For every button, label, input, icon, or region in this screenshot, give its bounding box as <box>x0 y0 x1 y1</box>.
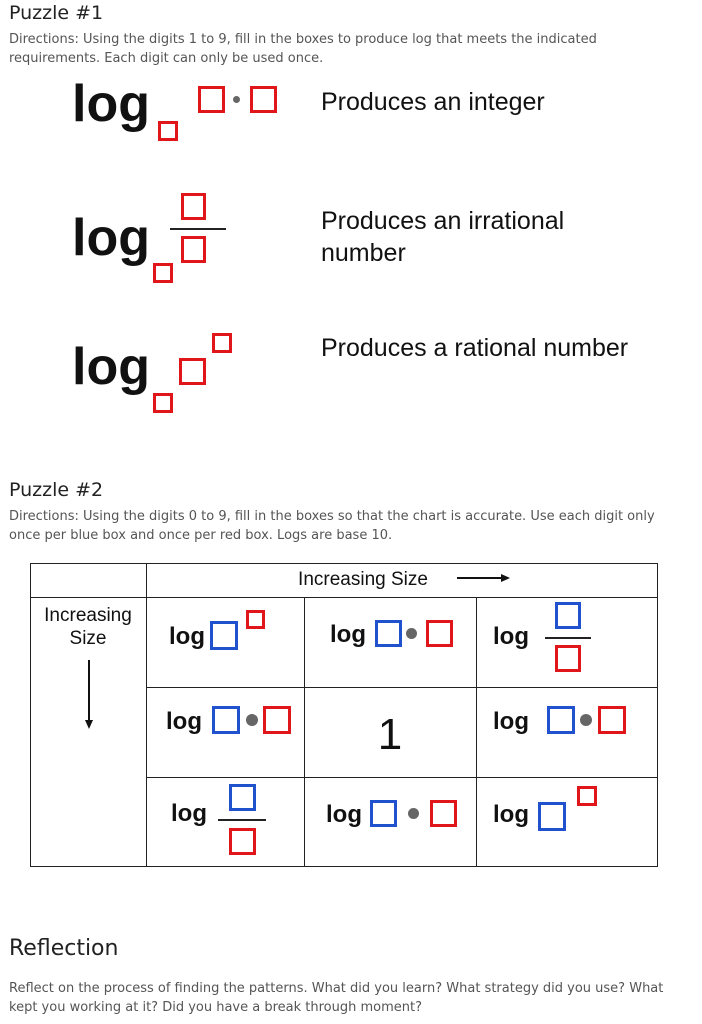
right-arrow-icon <box>457 572 511 584</box>
log-label: log <box>171 800 207 827</box>
blue-factor-box[interactable] <box>547 706 575 734</box>
center-value: 1 <box>377 710 403 759</box>
factor-box-left[interactable] <box>198 86 225 113</box>
requirement-irrational: Produces an irrational number <box>321 207 565 267</box>
puzzle2-directions: Directions: Using the digits 0 to 9, fill in the boxes so that the chart is accurate. Use each digit only once per blue box and once per red box. Logs are base 10. <box>9 509 655 543</box>
red-denominator-box[interactable] <box>229 828 256 855</box>
red-factor-box[interactable] <box>263 706 291 734</box>
down-arrow-icon <box>83 660 95 730</box>
log-label: log <box>166 708 202 735</box>
grid-line <box>146 563 147 867</box>
column-header: Increasing Size <box>298 569 428 590</box>
puzzle1-directions: Directions: Using the digits 1 to 9, fill in the boxes to produce log that meets the indicated requirements. Each digit can only be used once. <box>9 32 597 66</box>
red-exponent-box[interactable] <box>246 610 265 629</box>
log-label: log <box>72 75 150 133</box>
grid-line <box>30 866 658 867</box>
red-denominator-box[interactable] <box>555 645 581 672</box>
grid-line <box>146 687 658 688</box>
multiply-dot-icon <box>580 714 592 726</box>
grid-line <box>657 563 658 867</box>
row-header: Increasing Size <box>44 605 132 649</box>
base-box[interactable] <box>153 393 173 413</box>
multiply-dot-icon <box>246 714 258 726</box>
requirement-integer: Produces an integer <box>321 88 545 116</box>
blue-argument-box[interactable] <box>538 802 566 831</box>
blue-argument-box[interactable] <box>210 621 238 650</box>
argument-box[interactable] <box>179 358 206 385</box>
log-label: log <box>72 338 150 396</box>
multiply-dot-icon <box>233 96 240 103</box>
fraction-bar <box>545 637 591 639</box>
log-label: log <box>493 708 529 735</box>
base-box[interactable] <box>158 121 178 141</box>
grid-line <box>30 563 658 564</box>
puzzle2-title: Puzzle #2 <box>9 479 104 501</box>
log-label: log <box>493 801 529 828</box>
blue-factor-box[interactable] <box>370 800 397 827</box>
blue-numerator-box[interactable] <box>229 784 256 811</box>
blue-numerator-box[interactable] <box>555 602 581 629</box>
denominator-box[interactable] <box>181 236 206 263</box>
multiply-dot-icon <box>408 808 419 819</box>
log-label: log <box>169 623 205 650</box>
reflection-title: Reflection <box>9 936 119 961</box>
red-factor-box[interactable] <box>430 800 457 827</box>
reflection-text: Reflect on the process of finding the patterns. What did you learn? What strategy did you use? What kept you working at it? Did you have a break through moment? <box>9 981 664 1015</box>
fraction-bar <box>170 228 226 230</box>
red-factor-box[interactable] <box>598 706 626 734</box>
log-label: log <box>326 801 362 828</box>
base-box[interactable] <box>153 263 173 283</box>
log-label: log <box>330 621 366 648</box>
blue-factor-box[interactable] <box>375 620 402 647</box>
log-label: log <box>72 209 150 267</box>
grid-line <box>30 563 31 867</box>
requirement-rational: Produces a rational number <box>321 334 629 362</box>
grid-line <box>146 777 658 778</box>
numerator-box[interactable] <box>181 193 206 220</box>
fraction-bar <box>218 819 266 821</box>
red-factor-box[interactable] <box>426 620 453 647</box>
multiply-dot-icon <box>406 628 417 639</box>
log-label: log <box>493 623 529 650</box>
exponent-box[interactable] <box>212 333 232 353</box>
grid-line <box>476 597 477 867</box>
blue-factor-box[interactable] <box>212 706 240 734</box>
puzzle1-title: Puzzle #1 <box>9 2 104 24</box>
grid-line <box>30 597 658 598</box>
factor-box-right[interactable] <box>250 86 277 113</box>
red-exponent-box[interactable] <box>577 786 597 806</box>
